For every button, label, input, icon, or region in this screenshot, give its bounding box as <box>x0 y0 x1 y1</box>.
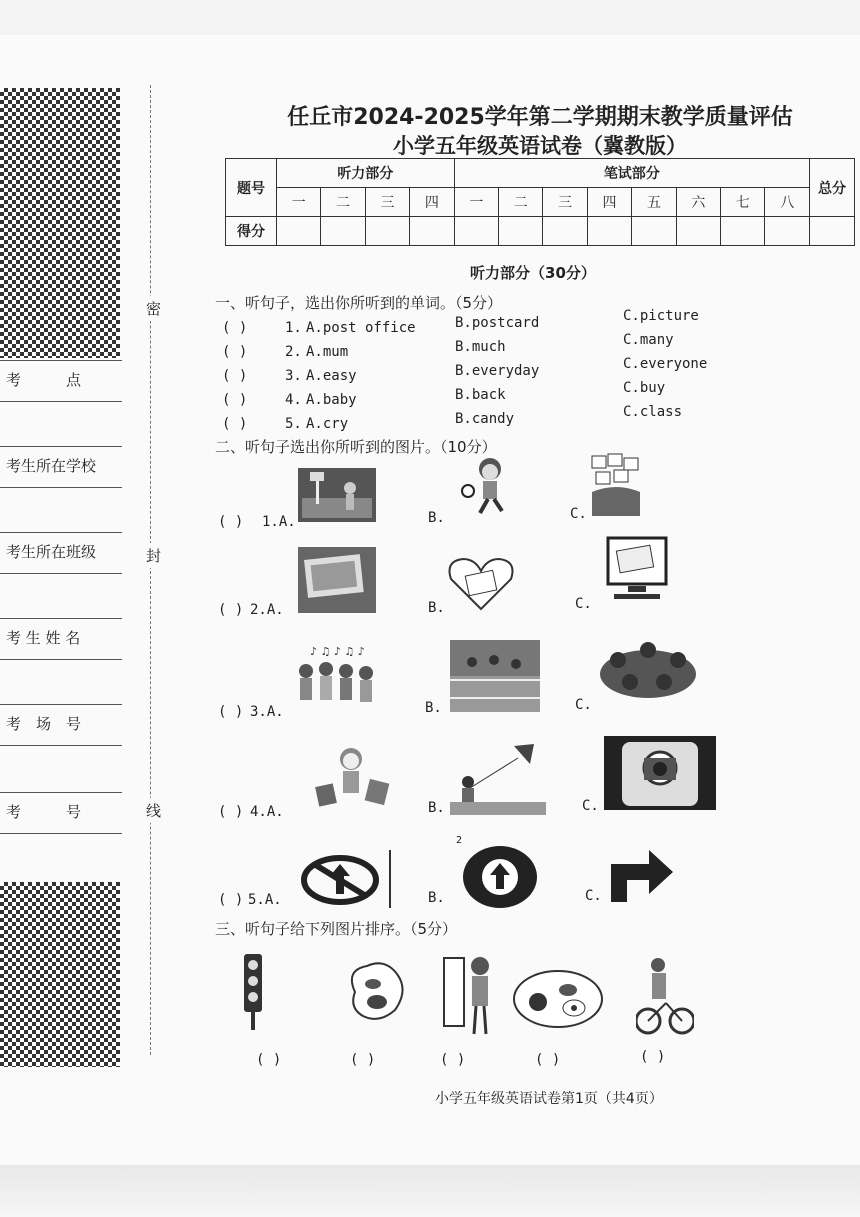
answer-blank[interactable]: ( ) <box>222 368 248 384</box>
s1-option-c: C.many <box>623 332 674 348</box>
listening-header: 听力部分（30分） <box>470 264 596 282</box>
side-label: 考 场 号 <box>6 715 82 733</box>
s2-label-a: 4.A. <box>250 804 284 820</box>
binding-char-xian: 线 <box>146 798 161 823</box>
score-cell[interactable] <box>543 217 587 246</box>
s1-option-c: C.buy <box>623 380 666 396</box>
s1-option-a: A.mum <box>306 344 349 360</box>
exam-subtitle: 小学五年级英语试卷（冀教版） <box>393 134 687 158</box>
score-cell[interactable] <box>587 217 631 246</box>
score-cell[interactable] <box>632 217 676 246</box>
answer-blank[interactable]: ( ) <box>222 392 248 408</box>
side-label: 考 点 <box>6 371 82 389</box>
score-table-listening: 听力部分 <box>277 159 455 188</box>
score-col: 八 <box>765 188 810 217</box>
s2-label-c: C. <box>570 506 587 522</box>
score-cell[interactable] <box>499 217 543 246</box>
answer-blank[interactable]: ( ) <box>218 892 244 908</box>
binding-line <box>150 85 151 1055</box>
girl-shopping-bags-image <box>305 745 400 815</box>
s1-option-b: B.everyday <box>455 363 540 379</box>
email-computer-image <box>604 536 670 602</box>
score-table-defen: 得分 <box>226 217 277 246</box>
answer-blank[interactable]: ( ) <box>218 602 244 618</box>
answer-blank[interactable]: ( ) <box>218 514 244 530</box>
checker-pattern-bottom <box>0 882 120 1067</box>
score-col: 五 <box>632 188 676 217</box>
no-straight-sign-image <box>294 850 394 908</box>
score-col: 四 <box>587 188 631 217</box>
s2-label-c: C. <box>575 697 592 713</box>
s1-option-c: C.picture <box>623 308 699 324</box>
s1-option-a: A.cry <box>306 416 349 432</box>
side-label: 考生所在学校 <box>6 457 97 475</box>
s2-label-a: 3.A. <box>250 704 284 720</box>
stamp-collection-image <box>588 452 644 518</box>
side-field-exam-site <box>0 360 122 402</box>
score-col: 一 <box>454 188 498 217</box>
score-cell[interactable] <box>454 217 498 246</box>
score-col: 六 <box>676 188 720 217</box>
s2-label-b: B. <box>428 600 445 616</box>
s1-option-b: B.postcard <box>455 315 540 331</box>
side-field-class <box>0 532 122 574</box>
order-blank[interactable]: ( ) <box>440 1052 466 1068</box>
section3-heading: 三、听句子给下列图片排序。（5分） <box>215 920 458 938</box>
go-straight-sign-image <box>462 845 538 909</box>
kids-singing-image <box>292 643 382 718</box>
side-label: 考 号 <box>6 803 82 821</box>
boy-kicking-ball-image <box>458 455 518 520</box>
score-col: 一 <box>277 188 321 217</box>
score-table-total: 总分 <box>810 159 855 217</box>
s1-option-c: C.everyone <box>623 356 708 372</box>
s2-label-a: 5.A. <box>248 892 282 908</box>
s1-num: 2. <box>285 344 302 360</box>
s2-label-c: C. <box>575 596 592 612</box>
s1-option-a: A.post office <box>306 320 416 336</box>
s1-option-b: B.back <box>455 387 506 403</box>
food-bubble-image <box>345 960 407 1024</box>
order-blank[interactable]: ( ) <box>640 1049 666 1065</box>
side-label: 考 生 姓 名 <box>6 629 81 647</box>
s1-option-b: B.much <box>455 339 506 355</box>
child-painting-image <box>440 950 496 1040</box>
score-cell[interactable] <box>277 217 321 246</box>
score-col: 二 <box>499 188 543 217</box>
exam-title: 任丘市2024-2025学年第二学期期末教学质量评估 <box>287 105 793 130</box>
side-field-room <box>0 704 122 746</box>
side-field-name <box>0 618 122 660</box>
binding-char-feng: 封 <box>146 543 161 568</box>
answer-blank[interactable]: ( ) <box>218 704 244 720</box>
s2-label-a: 1.A. <box>262 514 296 530</box>
score-cell[interactable] <box>810 217 855 246</box>
kids-running-race-image <box>450 640 540 712</box>
s2-label-b: B. <box>428 890 445 906</box>
score-col: 三 <box>543 188 587 217</box>
s1-option-a: A.baby <box>306 392 357 408</box>
side-field-number <box>0 792 122 834</box>
heart-envelope-image <box>445 555 517 613</box>
taking-photo-image <box>604 736 716 810</box>
boy-flying-kite-image <box>450 740 546 815</box>
side-field-school <box>0 446 122 488</box>
s1-option-c: C.class <box>623 404 683 420</box>
s1-num: 5. <box>285 416 302 432</box>
side-label: 考生所在班级 <box>6 543 97 561</box>
score-cell[interactable] <box>765 217 810 246</box>
s2-label-c: C. <box>582 798 599 814</box>
score-cell[interactable] <box>676 217 720 246</box>
score-col: 七 <box>721 188 765 217</box>
page-shadow <box>0 1165 860 1217</box>
score-cell[interactable] <box>410 217 454 246</box>
postcard-photo-image <box>298 547 376 613</box>
s1-num: 1. <box>285 320 302 336</box>
section2-heading: 二、听句子选出你所听到的图片。（10分） <box>215 438 497 456</box>
page-footer: 小学五年级英语试卷第1页（共4页） <box>435 1091 663 1107</box>
s2-label-b: B. <box>428 800 445 816</box>
svg-text:♪ ♫ ♪ ♫ ♪: ♪ ♫ ♪ ♫ ♪ <box>310 645 365 658</box>
s2-label-b: B. <box>428 510 445 526</box>
answer-blank[interactable]: ( ) <box>222 344 248 360</box>
score-table-written: 笔试部分 <box>454 159 809 188</box>
order-blank[interactable]: ( ) <box>350 1052 376 1068</box>
fruit-bubble-image <box>512 968 604 1030</box>
score-cell[interactable] <box>365 217 409 246</box>
turn-right-sign-image <box>605 836 675 906</box>
section1-heading: 一、听句子，选出你所听到的单词。（5分） <box>215 294 503 312</box>
basketball-court-image <box>298 468 376 522</box>
order-blank[interactable]: ( ) <box>535 1052 561 1068</box>
s1-num: 4. <box>285 392 302 408</box>
s1-option-a: A.easy <box>306 368 357 384</box>
score-table-tihao: 题号 <box>226 159 277 217</box>
score-table <box>225 158 855 246</box>
s2-label-b: B. <box>425 700 442 716</box>
score-col: 三 <box>365 188 409 217</box>
person-riding-bicycle-image <box>636 955 694 1037</box>
s1-option-b: B.candy <box>455 411 515 427</box>
answer-blank[interactable]: ( ) <box>222 416 248 432</box>
score-col: 二 <box>321 188 365 217</box>
checker-pattern-top <box>0 88 120 358</box>
s1-num: 3. <box>285 368 302 384</box>
score-cell[interactable] <box>721 217 765 246</box>
binding-char-mi: 密 <box>146 296 161 321</box>
answer-blank[interactable]: ( ) <box>222 320 248 336</box>
score-col: 四 <box>410 188 454 217</box>
small-mark: 2 <box>456 835 463 846</box>
kids-in-circle-image <box>598 638 698 700</box>
answer-blank[interactable]: ( ) <box>218 804 244 820</box>
order-blank[interactable]: ( ) <box>256 1052 282 1068</box>
s2-label-a: 2.A. <box>250 602 284 618</box>
traffic-light-image <box>238 950 268 1032</box>
s2-label-c: C. <box>585 888 602 904</box>
score-cell[interactable] <box>321 217 365 246</box>
